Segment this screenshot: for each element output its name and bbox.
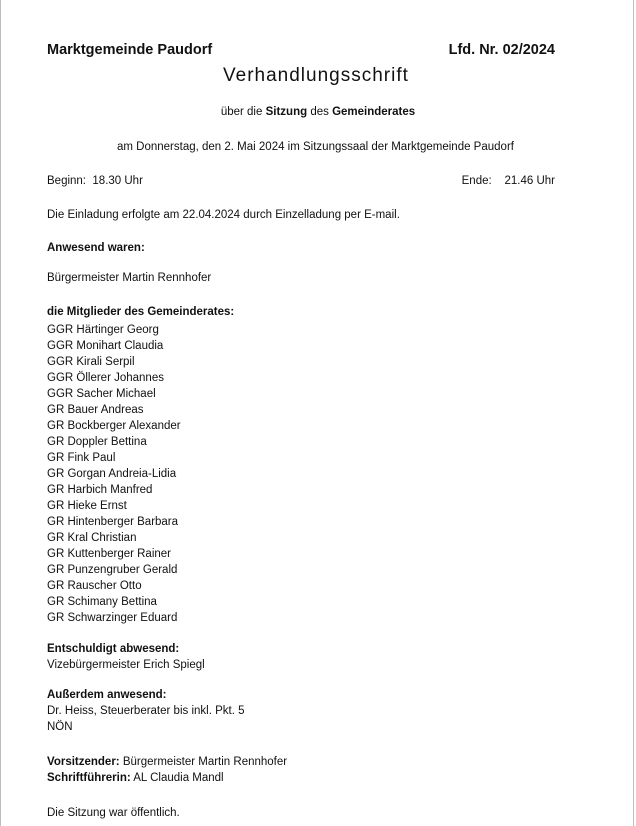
public-note: Die Sitzung war öffentlich. (47, 807, 180, 819)
list-item: GR Kuttenberger Rainer (47, 548, 172, 560)
chair-line (47, 756, 287, 768)
subtitle-mid: des (307, 106, 333, 118)
subtitle-gemeinderates: Gemeinderates (332, 106, 416, 118)
chair-value: Bürgermeister Martin Rennhofer (119, 756, 288, 768)
list-item: GR Fink Paul (47, 452, 116, 464)
end-value: 21.46 Uhr (504, 175, 555, 187)
list-item: GR Schwarzinger Eduard (47, 612, 178, 624)
end-time (462, 175, 555, 187)
begin-value: 18.30 Uhr (92, 175, 143, 187)
list-item: GGR Kirali Serpil (47, 356, 135, 368)
list-item: GGR Öllerer Johannes (47, 372, 164, 384)
mayor-name: Bürgermeister Martin Rennhofer (47, 272, 212, 284)
meeting-line: am Donnerstag, den 2. Mai 2024 im Sitzungssaal der Marktgemeinde Paudorf (117, 141, 514, 153)
invitation-text: Die Einladung erfolgte am 22.04.2024 durch Einzelladung per E-mail. (47, 209, 400, 221)
subtitle (1, 106, 635, 118)
list-item: GR Harbich Manfred (47, 484, 153, 496)
list-item: GR Hintenberger Barbara (47, 516, 179, 528)
members-heading: die Mitglieder des Gemeinderates: (47, 306, 235, 318)
list-item: GR Doppler Bettina (47, 436, 147, 448)
secretary-value: AL Claudia Mandl (130, 772, 224, 784)
subtitle-prefix: über die (220, 106, 266, 118)
excused-heading: Entschuldigt abwesend: (47, 643, 180, 655)
begin-time (47, 175, 143, 187)
list-item: GR Schimany Bettina (47, 596, 157, 608)
document-title: Verhandlungsschrift (223, 65, 409, 86)
list-item: GR Rauscher Otto (47, 580, 142, 592)
list-item: GR Gorgan Andreia-Lidia (47, 468, 177, 480)
present-heading: Anwesend waren: (47, 242, 145, 254)
subtitle-sitzung: Sitzung (265, 106, 308, 118)
secretary-label: Schriftführerin: (47, 772, 131, 784)
document-number: Lfd. Nr. 02/2024 (448, 42, 555, 58)
chair-label: Vorsitzender: (47, 756, 120, 768)
begin-label: Beginn: (47, 175, 87, 187)
list-item: GR Punzengruber Gerald (47, 564, 178, 576)
also-present-heading: Außerdem anwesend: (47, 689, 167, 701)
list-item: GR Bauer Andreas (47, 404, 144, 416)
list-item: GGR Monihart Claudia (47, 340, 164, 352)
also-present-line1: Dr. Heiss, Steuerberater bis inkl. Pkt. 5 (47, 705, 245, 717)
list-item: GR Hieke Ernst (47, 500, 127, 512)
list-item: GR Bockberger Alexander (47, 420, 181, 432)
municipality-name: Marktgemeinde Paudorf (47, 42, 213, 58)
list-item: GGR Sacher Michael (47, 388, 156, 400)
also-present-line2: NÖN (47, 721, 73, 733)
excused-name: Vizebürgermeister Erich Spiegl (47, 659, 205, 671)
end-label: Ende: (461, 175, 492, 187)
list-item: GGR Härtinger Georg (47, 324, 159, 336)
members-list (47, 322, 181, 626)
list-item: GR Kral Christian (47, 532, 137, 544)
secretary-line (47, 772, 224, 784)
